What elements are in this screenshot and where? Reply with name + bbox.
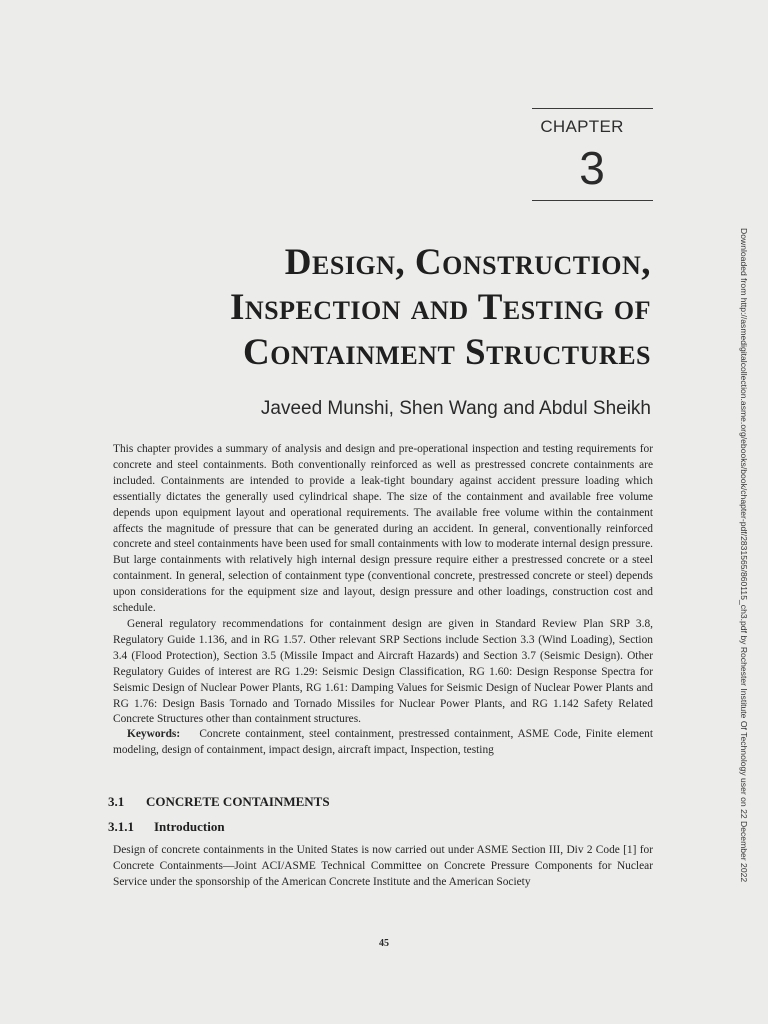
intro-text: Design of concrete containments in the United States is now carried out under ASME Section III, Div 2 Code [1] for Concrete Containments—Joint ACI/ASME Technical Committee on Concrete Pressure Components for Nuclear Service under the sponsorship of the American Concrete Institute and the American Society <box>113 844 653 888</box>
abstract-paragraph-2: General regulatory recommendations for containment design are given in Standard Review Plan SRP 3.8, Regulatory Guide 1.136, and in RG 1.57. Other relevant SRP Sections include Section 3.3 (Wind Loading), Section 3.4 (Flood Protection), Section 3.5 (Missile Impact and Aircraft Hazards) and Section 3.7 (Seismic Design). Other Regulatory Guides of interest are RG 1.29: Seismic Design Classification, RG 1.60: Design Response Spectra for Seismic Design of Nuclear Power Plants, RG 1.61: Damping Values for Seismic Design of Nuclear Power Plants and RG 1.76: Design Basis Tornado and Tornado Missiles for Nuclear Power Plants, and RG 1.142 Safety Related Concrete Structures other than containment structures. <box>113 617 653 726</box>
section-number: 3.1 <box>108 794 125 809</box>
abstract-paragraph-1: This chapter provides a summary of analysis and design and pre-operational inspection and testing requirements for concrete and steel containments. Both conventionally reinforced as well as prestressed concrete containments are included. Containments are intended to provide a leak-tight boundary against accident pressure loading which essentially dictates the generally used cylindrical shape. The size of the containment and available free volume depends upon equipment layout and operational requirements. The available free volume within the containment affects the magnitude of pressure that can be generated during an accident. In general, conventionally reinforced concrete and steel containments have been used for small containments with low to moderate internal design pressure. But large containments with relatively high internal design pressure require either a prestressed concrete or a steel containment. In general, selection of containment type (conventional concrete, prestressed concrete or steel) depends upon considerations for the equipment size and layout, design pressure and other loadings, construction cost and schedule. <box>113 443 653 615</box>
chapter-number: 3 <box>579 142 605 194</box>
abstract <box>113 442 653 728</box>
keywords-text: Concrete containment, steel containment, prestressed containment, ASME Code, Finite element modeling, design of containment, impact design, aircraft impact, Inspection, testing <box>113 728 653 756</box>
section-heading <box>108 794 330 810</box>
subsection-title: Introduction <box>154 819 225 834</box>
chapter-title <box>230 240 651 375</box>
chapter-label: CHAPTER <box>540 117 624 136</box>
chapter-bottom-rule <box>532 200 653 201</box>
keywords-label: Keywords: <box>127 728 181 740</box>
subsection-heading <box>108 819 225 835</box>
chapter-top-rule <box>532 108 653 109</box>
intro-paragraph <box>113 843 653 891</box>
download-watermark: Downloaded from http://asmedigitalcollection.asme.org/ebooks/book/chapter-pdf/2831565/860115_ch3.pdf by Rochester Institute Of Technology user on 22 December 2022 <box>739 228 749 883</box>
title-line-3: Containment Structures <box>243 332 651 373</box>
section-title: CONCRETE CONTAINMENTS <box>146 794 330 809</box>
authors: Javeed Munshi, Shen Wang and Abdul Sheikh <box>260 398 651 419</box>
keywords <box>113 727 653 759</box>
subsection-number: 3.1.1 <box>108 819 134 834</box>
page-number: 45 <box>379 938 389 949</box>
title-line-1: Design, Construction, <box>284 242 651 283</box>
title-line-2: Inspection and Testing of <box>229 287 651 328</box>
